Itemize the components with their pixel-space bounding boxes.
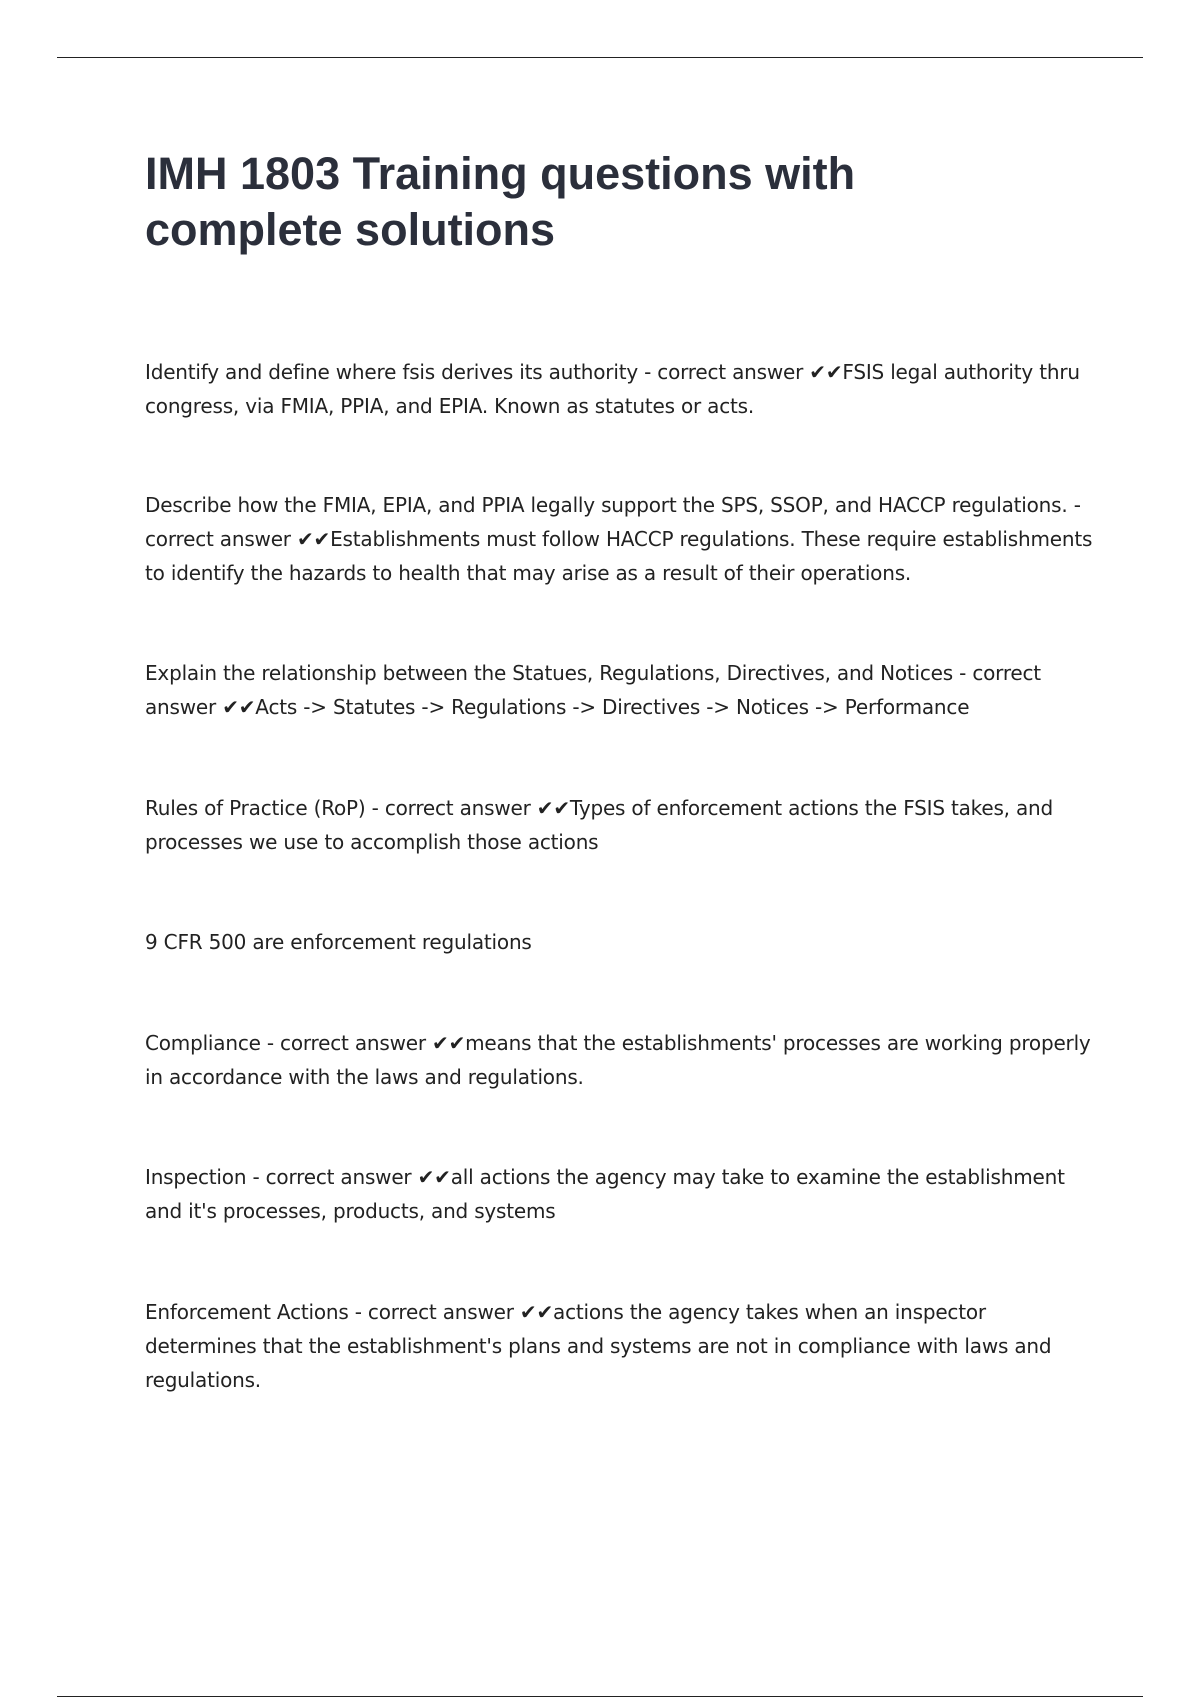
qa-item-authority: Identify and define where fsis derives its authority - correct answer ✔✔FSIS legal authority thru congress, via FMIA, PPIA, and EPIA. Known as statutes or acts. <box>145 360 1080 418</box>
qa-item-compliance: Compliance - correct answer ✔✔means that the establishments' processes are working properly in accordance with the laws and regulations. <box>145 1031 1091 1089</box>
qa-item-relationship: Explain the relationship between the Statues, Regulations, Directives, and Notices - correct answer ✔✔Acts -> Statutes -> Regulations -> Directives -> Notices -> Performance <box>145 661 1041 719</box>
qa-item-enforcement-actions: Enforcement Actions - correct answer ✔✔actions the agency takes when an inspector determines that the establishment's plans and systems are not in compliance with laws and regulations. <box>145 1300 1052 1392</box>
bottom-rule <box>57 1696 1143 1697</box>
qa-item-fmia-support: Describe how the FMIA, EPIA, and PPIA legally support the SPS, SSOP, and HACCP regulations. - correct answer ✔✔Establishments must follow HACCP regulations. These require establishments to identify the hazards to health that may arise as a result of their operations. <box>145 493 1093 585</box>
qa-item-cfr-500: 9 CFR 500 are enforcement regulations <box>145 930 532 954</box>
qa-item-rules-of-practice: Rules of Practice (RoP) - correct answer ✔✔Types of enforcement actions the FSIS takes, and processes we use to accomplish those actions <box>145 796 1054 854</box>
page-title: IMH 1803 Training questions with complete solutions <box>145 148 856 255</box>
qa-item-inspection: Inspection - correct answer ✔✔all actions the agency may take to examine the establishment and it's processes, products, and systems <box>145 1165 1065 1223</box>
top-rule <box>57 57 1143 58</box>
